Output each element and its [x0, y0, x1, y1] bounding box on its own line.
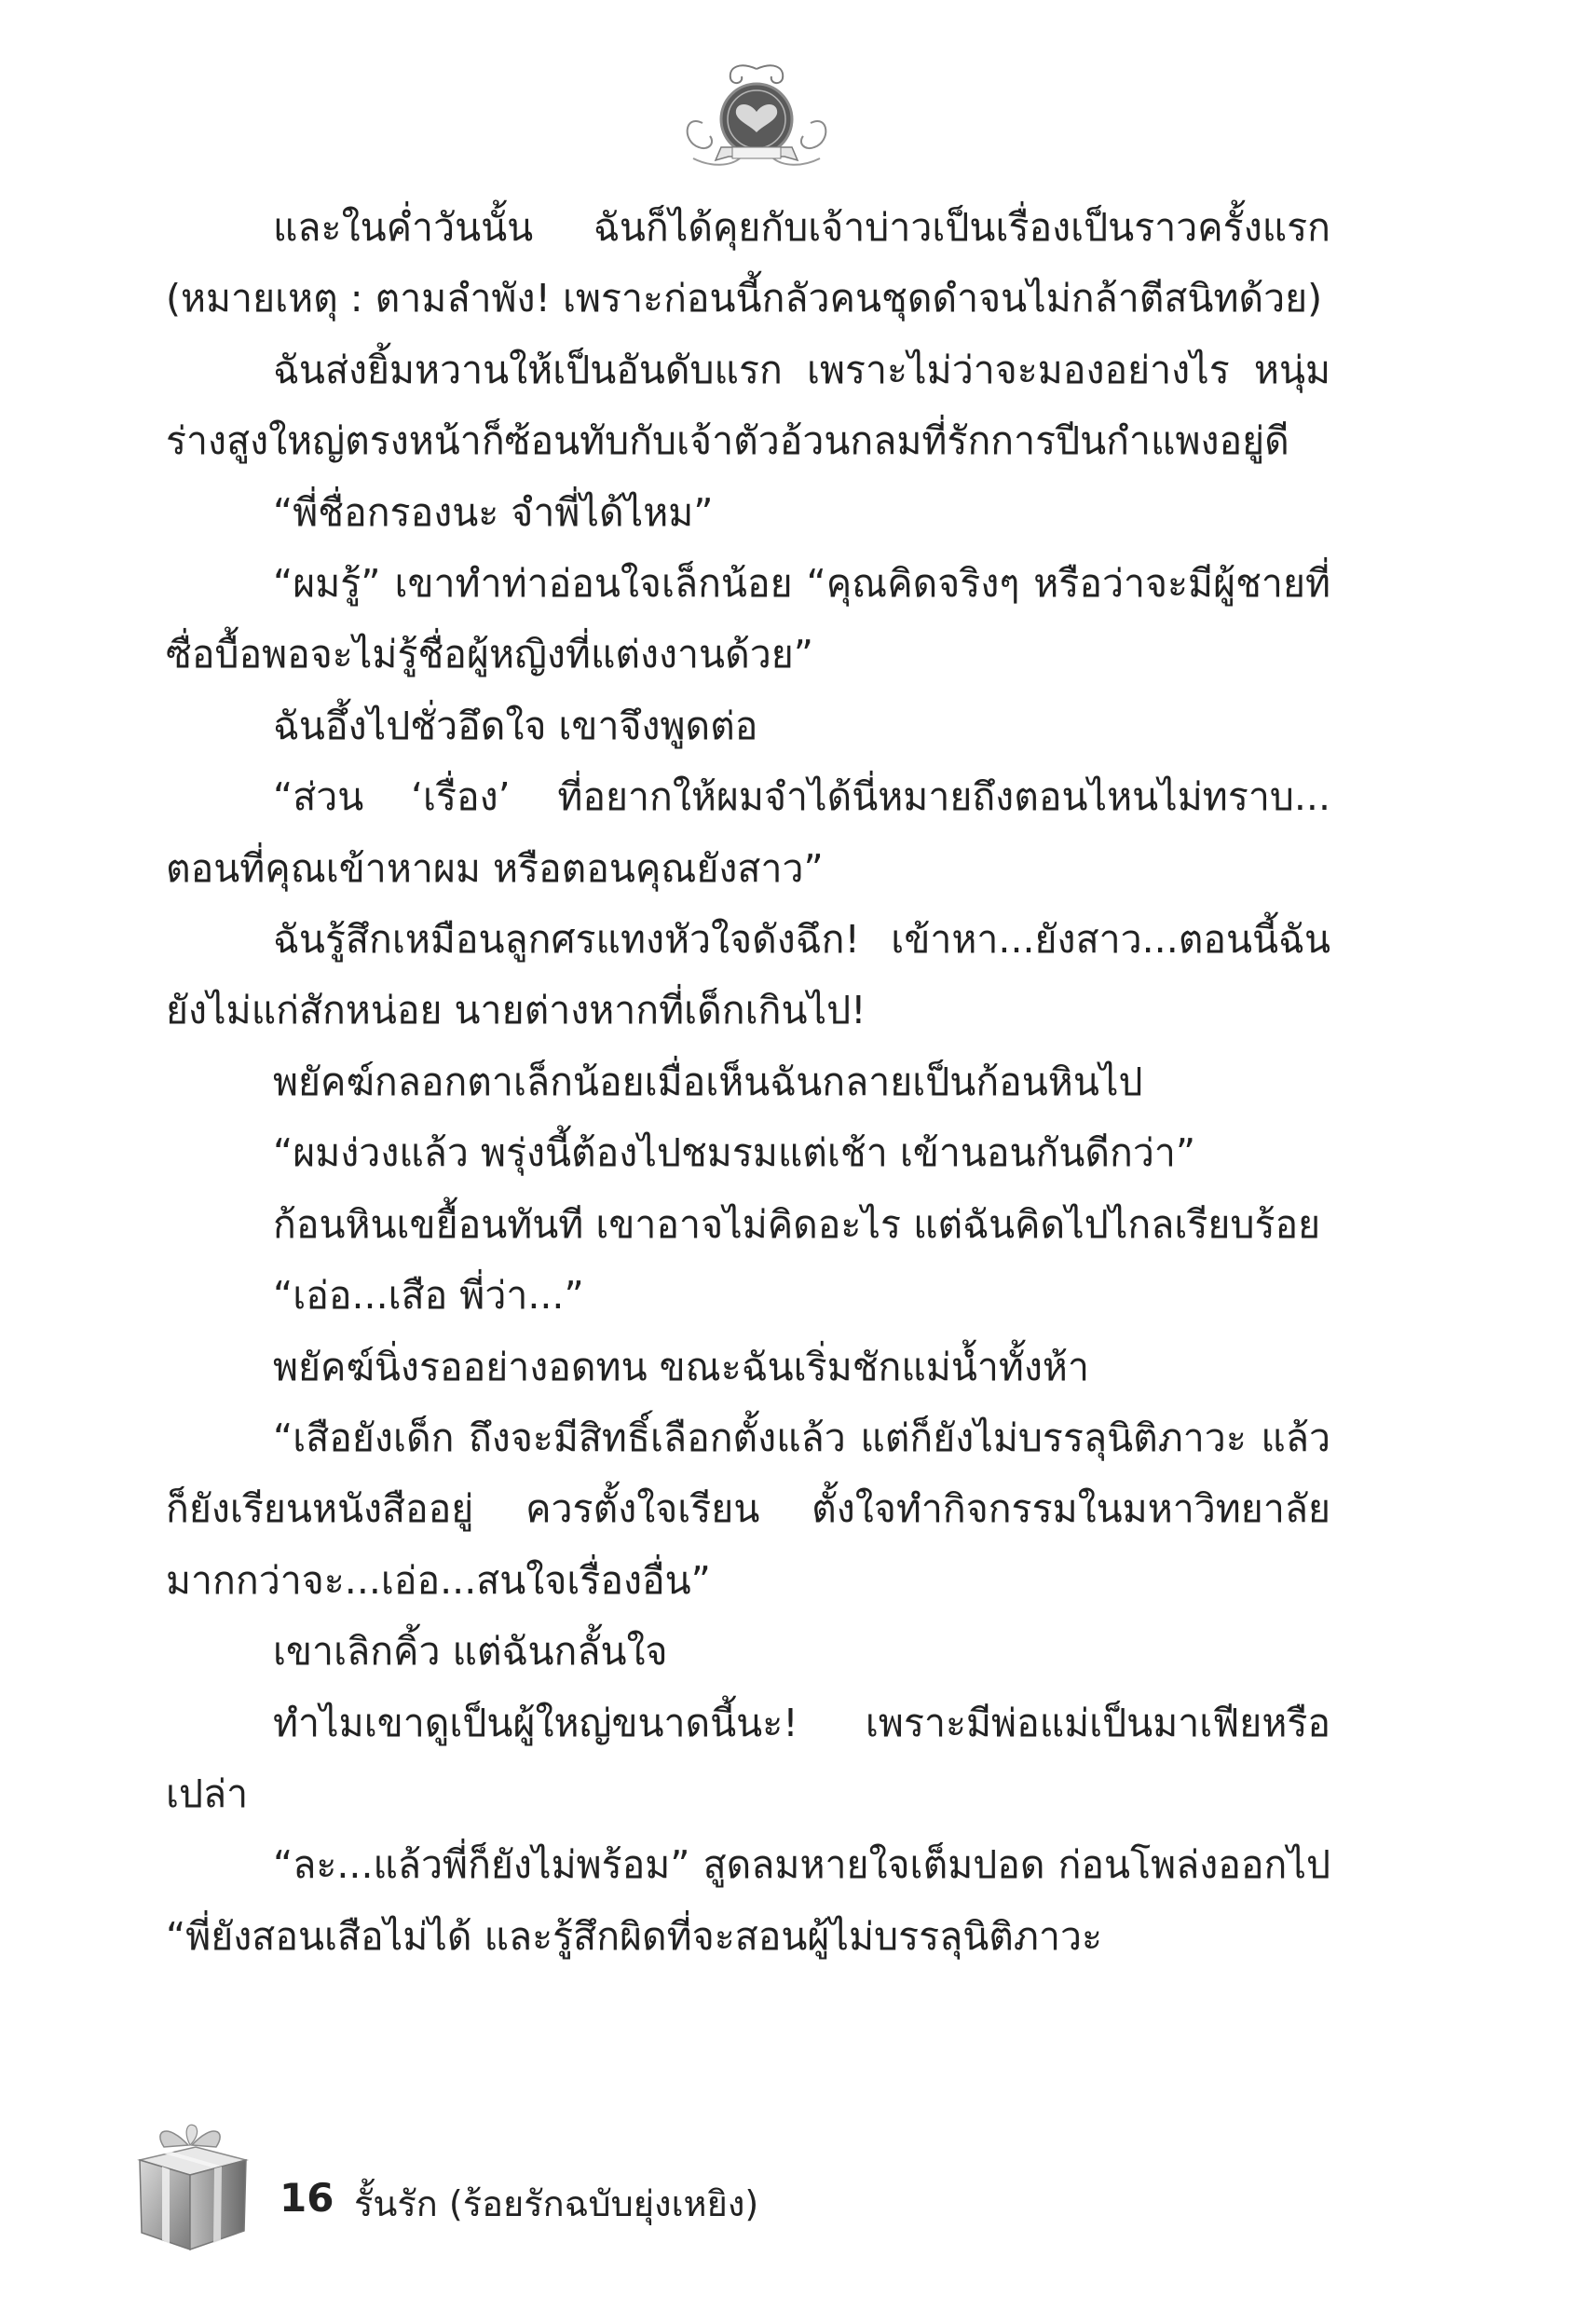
paragraph: เขาเลิกคิ้ว แต่ฉันกลั้นใจ — [273, 1629, 668, 1675]
paragraph: “ละ...แล้วพี่ก็ยังไม่พร้อม” สูดลมหายใจเต็มปอด ก่อนโพล่งออกไป “พี่ยังสอนเสือไม่ได้ และรู้สึกผิดที่จะสอนผู้ไม่บรรลุนิติภาวะ — [166, 1842, 1330, 1959]
paragraph: ฉันรู้สึกเหมือนลูกศรแทงหัวใจดังฉึก! เข้าหา...ยังสาว...ตอนนี้ฉันยังไม่แก่สักหน่อย นายต่างหากที่เด็กเกินไป! — [166, 917, 1330, 1033]
page-footer — [130, 2113, 969, 2253]
paragraph: ทำไมเขาดูเป็นผู้ใหญ่ขนาดนี้นะ! เพราะมีพ่อแม่เป็นมาเฟียหรือเปล่า — [166, 1700, 1330, 1816]
gift-box-icon — [130, 2113, 252, 2253]
paragraph: พยัคฆ์กลอกตาเล็กน้อยเมื่อเห็นฉันกลายเป็นก้อนหินไป — [273, 1059, 1143, 1104]
paragraph: พยัคฆ์นิ่งรออย่างอดทน ขณะฉันเริ่มชักแม่น้ำทั้งห้า — [273, 1344, 1089, 1389]
paragraph: “พี่ชื่อกรองนะ จำพี่ได้ไหม” — [273, 489, 714, 535]
ornamental-emblem-icon — [675, 58, 839, 179]
paragraph: และในค่ำวันนั้น ฉันก็ได้คุยกับเจ้าบ่าวเป็นเรื่องเป็นราวครั้งแรก (หมายเหตุ : ตามลำพัง! เพราะก่อนนี้กลัวคนชุดดำจนไม่กล้าตีสนิทด้วย) — [166, 205, 1330, 321]
paragraph: ฉันอึ้งไปชั่วอึดใจ เขาจึงพูดต่อ — [273, 703, 758, 748]
paragraph: “ผมรู้” เขาทำท่าอ่อนใจเล็กน้อย “คุณคิดจริงๆ หรือว่าจะมีผู้ชายที่ซื่อบื้อพอจะไม่รู้ชื่อผู้หญิงที่แต่งงานด้วย” — [166, 561, 1330, 677]
paragraph: “เอ่อ...เสือ พี่ว่า...” — [273, 1273, 584, 1319]
body-text — [166, 192, 1330, 1972]
page-number: 16 — [280, 2175, 334, 2221]
paragraph: “ผมง่วงแล้ว พรุ่งนี้ต้องไปชมรมแต่เช้า เข้านอนกันดีกว่า” — [273, 1130, 1196, 1176]
book-title: รั้นรัก (ร้อยรักฉบับยุ่งเหยิง) — [354, 2183, 759, 2224]
paragraph: “ส่วน ‘เรื่อง’ ที่อยากให้ผมจำได้นี่หมายถึงตอนไหนไม่ทราบ... ตอนที่คุณเข้าหาผม หรือตอนคุณยังสาว” — [166, 774, 1330, 891]
paragraph: ฉันส่งยิ้มหวานให้เป็นอันดับแรก เพราะไม่ว่าจะมองอย่างไร หนุ่มร่างสูงใหญ่ตรงหน้าก็ซ้อนทับกับเจ้าตัวอ้วนกลมที่รักการปีนกำแพงอยู่ดี — [166, 347, 1330, 464]
paragraph: ก้อนหินเขยื้อนทันที เขาอาจไม่คิดอะไร แต่ฉันคิดไปไกลเรียบร้อย — [273, 1201, 1321, 1247]
paragraph: “เสือยังเด็ก ถึงจะมีสิทธิ์เลือกตั้งแล้ว แต่ก็ยังไม่บรรลุนิติภาวะ แล้วก็ยังเรียนหนังสืออยู่ ควรตั้งใจเรียน ตั้งใจทำกิจกรรมในมหาวิทยาลัยมากกว่าจะ...เอ่อ...สนใจเรื่องอื่น” — [166, 1415, 1330, 1603]
